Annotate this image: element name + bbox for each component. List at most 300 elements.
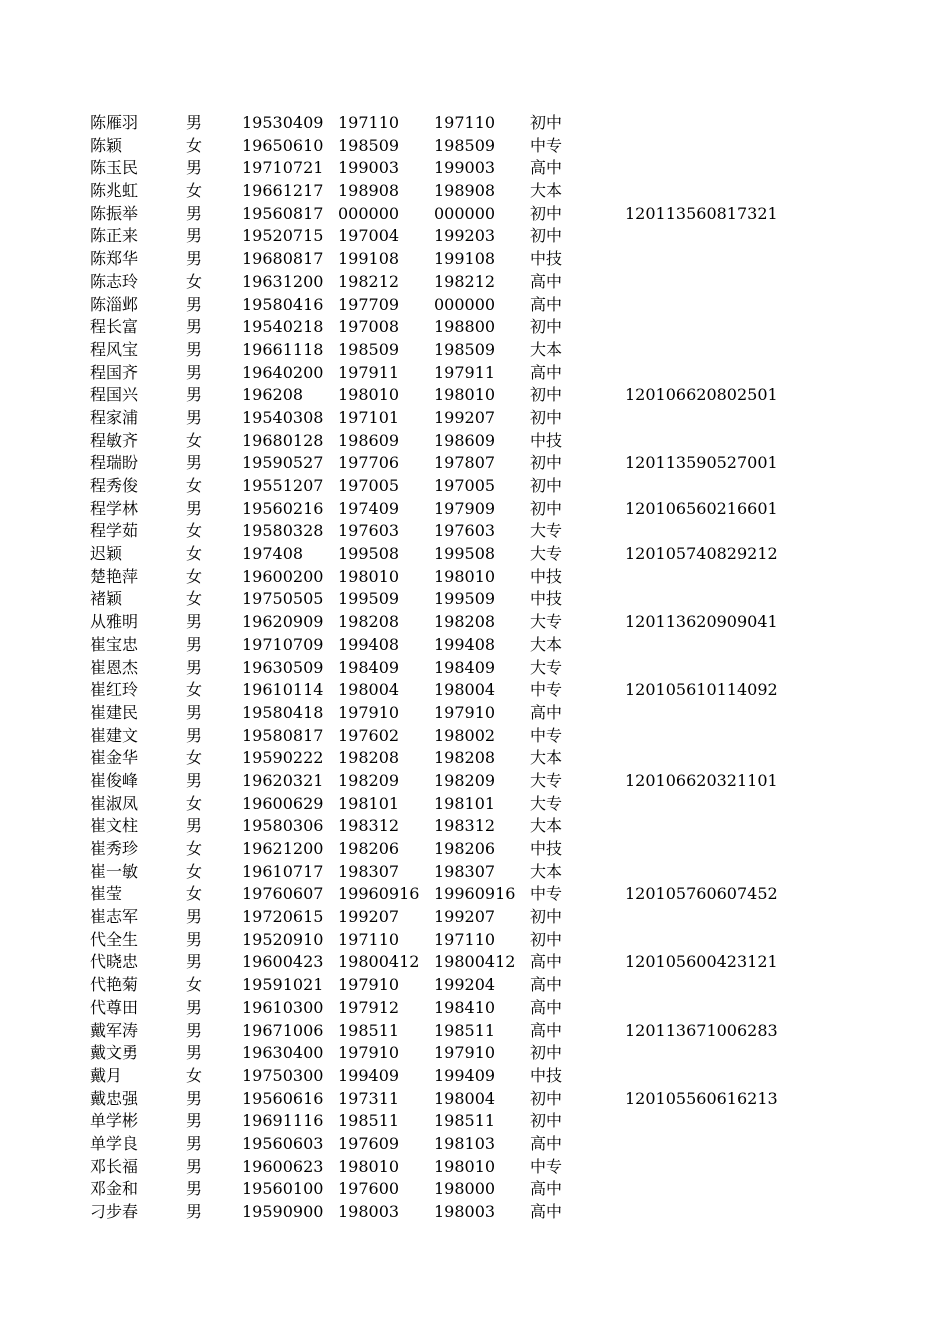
sex-cell: 男 — [186, 634, 203, 654]
join-date-cell: 198509 — [434, 135, 496, 155]
name-cell: 陈淄邺 — [90, 294, 139, 314]
work-start-cell: 198307 — [338, 861, 400, 881]
work-start-cell: 197709 — [338, 294, 400, 314]
name-cell: 陈郑华 — [90, 249, 139, 269]
work-start-cell: 197912 — [338, 997, 400, 1017]
education-cell: 中专 — [530, 884, 563, 904]
birth-date-cell: 19630509 — [242, 657, 324, 677]
birth-date-cell: 19590222 — [242, 748, 324, 768]
name-cell: 程风宝 — [90, 339, 139, 359]
sex-cell: 女 — [186, 521, 203, 541]
join-date-cell: 198509 — [434, 339, 496, 359]
work-start-cell: 198010 — [338, 1156, 400, 1176]
education-cell: 中技 — [530, 249, 563, 269]
join-date-cell: 197910 — [434, 702, 496, 722]
sex-cell: 女 — [186, 430, 203, 450]
education-cell: 大专 — [530, 612, 563, 632]
sex-cell: 女 — [186, 589, 203, 609]
work-start-cell: 198003 — [338, 1202, 400, 1221]
join-date-cell: 199203 — [434, 226, 496, 246]
sex-cell: 男 — [186, 294, 203, 314]
work-start-cell: 198409 — [338, 657, 400, 677]
name-cell: 陈正来 — [90, 226, 139, 246]
birth-date-cell: 19590527 — [242, 453, 324, 473]
name-cell: 褚颖 — [90, 589, 123, 609]
join-date-cell: 198511 — [434, 1111, 496, 1131]
sex-cell: 女 — [186, 975, 203, 995]
sex-cell: 女 — [186, 748, 203, 768]
join-date-cell: 197910 — [434, 1043, 496, 1063]
birth-date-cell: 19610300 — [242, 997, 324, 1017]
sex-cell: 男 — [186, 362, 203, 382]
birth-date-cell: 196208 — [242, 385, 304, 405]
name-cell: 陈玉民 — [90, 158, 139, 178]
sex-cell: 女 — [186, 181, 203, 201]
birth-date-cell: 19591021 — [242, 975, 324, 995]
join-date-cell: 198312 — [434, 816, 496, 836]
education-cell: 初中 — [530, 907, 563, 927]
join-date-cell: 198003 — [434, 1202, 496, 1221]
join-date-cell: 198410 — [434, 997, 496, 1017]
join-date-cell: 198206 — [434, 839, 496, 858]
name-cell: 崔俊峰 — [90, 770, 139, 790]
join-date-cell: 198208 — [434, 748, 496, 768]
birth-date-cell: 19620909 — [242, 612, 324, 632]
sex-cell: 男 — [186, 997, 203, 1017]
id-number-cell: 120113620909041 — [625, 612, 778, 632]
name-cell: 崔莹 — [90, 884, 123, 904]
work-start-cell: 197910 — [338, 1043, 400, 1063]
join-date-cell: 19960916 — [434, 884, 516, 904]
sex-cell: 男 — [186, 385, 203, 405]
name-cell: 陈志玲 — [90, 271, 139, 291]
education-cell: 初中 — [530, 1043, 563, 1063]
sex-cell: 男 — [186, 1156, 203, 1176]
birth-date-cell: 19750300 — [242, 1065, 324, 1085]
sex-cell: 男 — [186, 453, 203, 473]
education-cell: 初中 — [530, 1088, 563, 1108]
sex-cell: 男 — [186, 1179, 203, 1199]
join-date-cell: 199108 — [434, 249, 496, 269]
sex-cell: 男 — [186, 907, 203, 927]
work-start-cell: 198208 — [338, 612, 400, 632]
sex-cell: 男 — [186, 498, 203, 518]
education-cell: 中专 — [530, 680, 563, 700]
name-cell: 崔志军 — [90, 907, 139, 927]
name-cell: 程国齐 — [90, 362, 139, 382]
sex-cell: 女 — [186, 135, 203, 155]
work-start-cell: 198101 — [338, 793, 400, 813]
work-start-cell: 197600 — [338, 1179, 400, 1199]
education-cell: 高中 — [530, 997, 563, 1017]
name-cell: 邓长福 — [90, 1156, 139, 1176]
sex-cell: 女 — [186, 566, 203, 586]
education-cell: 高中 — [530, 362, 563, 382]
work-start-cell: 197603 — [338, 521, 400, 541]
education-cell: 初中 — [530, 929, 563, 949]
join-date-cell: 197110 — [434, 113, 496, 132]
name-cell: 程长富 — [90, 317, 139, 337]
education-cell: 大专 — [530, 657, 563, 677]
sex-cell: 男 — [186, 725, 203, 745]
name-cell: 刁步春 — [90, 1202, 139, 1221]
work-start-cell: 19960916 — [338, 884, 420, 904]
education-cell: 高中 — [530, 1179, 563, 1199]
birth-date-cell: 19621200 — [242, 839, 324, 858]
birth-date-cell: 19560616 — [242, 1088, 324, 1108]
name-cell: 崔一敏 — [90, 861, 139, 881]
id-number-cell: 120106620321101 — [625, 770, 778, 790]
name-cell: 戴军涛 — [90, 1020, 139, 1040]
join-date-cell: 199204 — [434, 975, 496, 995]
birth-date-cell: 19580328 — [242, 521, 324, 541]
education-cell: 高中 — [530, 271, 563, 291]
birth-date-cell: 19720615 — [242, 907, 324, 927]
name-cell: 崔建文 — [90, 725, 139, 745]
join-date-cell: 000000 — [434, 203, 496, 223]
join-date-cell: 199207 — [434, 407, 496, 427]
join-date-cell: 198002 — [434, 725, 496, 745]
work-start-cell: 199409 — [338, 1065, 400, 1085]
join-date-cell: 198307 — [434, 861, 496, 881]
name-cell: 程秀俊 — [90, 476, 139, 495]
join-date-cell: 19800412 — [434, 952, 516, 972]
join-date-cell: 197603 — [434, 521, 496, 541]
birth-date-cell: 19600200 — [242, 566, 324, 586]
sex-cell: 男 — [186, 770, 203, 790]
sex-cell: 男 — [186, 158, 203, 178]
work-start-cell: 199508 — [338, 544, 400, 564]
sex-cell: 女 — [186, 680, 203, 700]
education-cell: 初中 — [530, 226, 563, 246]
name-cell: 陈颖 — [90, 135, 123, 155]
name-cell: 单学彬 — [90, 1111, 139, 1131]
join-date-cell: 198000 — [434, 1179, 496, 1199]
sex-cell: 男 — [186, 657, 203, 677]
sex-cell: 男 — [186, 1202, 203, 1221]
name-cell: 戴文勇 — [90, 1043, 139, 1063]
sex-cell: 男 — [186, 113, 203, 132]
join-date-cell: 198103 — [434, 1133, 496, 1153]
join-date-cell: 198010 — [434, 1156, 496, 1176]
name-cell: 迟颖 — [90, 544, 123, 564]
education-cell: 高中 — [530, 1202, 563, 1221]
sex-cell: 男 — [186, 702, 203, 722]
birth-date-cell: 19600423 — [242, 952, 324, 972]
name-cell: 程学茹 — [90, 521, 139, 541]
work-start-cell: 198511 — [338, 1020, 400, 1040]
name-cell: 陈雁羽 — [90, 113, 139, 132]
sex-cell: 女 — [186, 884, 203, 904]
sex-cell: 男 — [186, 952, 203, 972]
name-cell: 崔文柱 — [90, 816, 139, 836]
work-start-cell: 198212 — [338, 271, 400, 291]
sex-cell: 男 — [186, 1043, 203, 1063]
sex-cell: 女 — [186, 476, 203, 495]
join-date-cell: 198212 — [434, 271, 496, 291]
name-cell: 崔建民 — [90, 702, 139, 722]
education-cell: 大专 — [530, 544, 563, 564]
birth-date-cell: 19580817 — [242, 725, 324, 745]
join-date-cell: 197110 — [434, 929, 496, 949]
birth-date-cell: 19610717 — [242, 861, 324, 881]
join-date-cell: 198010 — [434, 385, 496, 405]
join-date-cell: 199409 — [434, 1065, 496, 1085]
birth-date-cell: 19691116 — [242, 1111, 324, 1131]
name-cell: 崔淑凤 — [90, 793, 139, 813]
id-number-cell: 120105600423121 — [625, 952, 778, 972]
sex-cell: 男 — [186, 1088, 203, 1108]
work-start-cell: 197911 — [338, 362, 400, 382]
education-cell: 中技 — [530, 566, 563, 586]
join-date-cell: 198511 — [434, 1020, 496, 1040]
education-cell: 初中 — [530, 498, 563, 518]
sex-cell: 女 — [186, 861, 203, 881]
birth-date-cell: 19560603 — [242, 1133, 324, 1153]
birth-date-cell: 19620321 — [242, 770, 324, 790]
work-start-cell: 197008 — [338, 317, 400, 337]
work-start-cell: 197609 — [338, 1133, 400, 1153]
sex-cell: 男 — [186, 249, 203, 269]
work-start-cell: 197110 — [338, 113, 400, 132]
join-date-cell: 199509 — [434, 589, 496, 609]
birth-date-cell: 19710721 — [242, 158, 324, 178]
work-start-cell: 197311 — [338, 1088, 400, 1108]
birth-date-cell: 19580416 — [242, 294, 324, 314]
id-number-cell: 120113560817321 — [625, 203, 778, 223]
work-start-cell: 198209 — [338, 770, 400, 790]
sex-cell: 男 — [186, 1020, 203, 1040]
work-start-cell: 199509 — [338, 589, 400, 609]
education-cell: 大专 — [530, 521, 563, 541]
birth-date-cell: 19540218 — [242, 317, 324, 337]
join-date-cell: 199207 — [434, 907, 496, 927]
name-cell: 代尊田 — [90, 997, 139, 1017]
work-start-cell: 198511 — [338, 1111, 400, 1131]
work-start-cell: 000000 — [338, 203, 400, 223]
id-number-cell: 120113671006283 — [625, 1020, 778, 1040]
name-cell: 戴忠强 — [90, 1088, 139, 1108]
sex-cell: 男 — [186, 317, 203, 337]
birth-date-cell: 19650610 — [242, 135, 324, 155]
id-number-cell: 120105760607452 — [625, 884, 778, 904]
education-cell: 大本 — [530, 816, 563, 836]
work-start-cell: 197005 — [338, 476, 400, 495]
name-cell: 程国兴 — [90, 385, 139, 405]
birth-date-cell: 19551207 — [242, 476, 324, 495]
name-cell: 崔红玲 — [90, 680, 139, 700]
birth-date-cell: 19640200 — [242, 362, 324, 382]
name-cell: 崔宝忠 — [90, 634, 139, 654]
sex-cell: 女 — [186, 544, 203, 564]
sex-cell: 女 — [186, 271, 203, 291]
education-cell: 初中 — [530, 113, 563, 132]
name-cell: 邓金和 — [90, 1179, 139, 1199]
birth-date-cell: 19600623 — [242, 1156, 324, 1176]
work-start-cell: 197409 — [338, 498, 400, 518]
join-date-cell: 198908 — [434, 181, 496, 201]
join-date-cell: 197807 — [434, 453, 496, 473]
sex-cell: 女 — [186, 1065, 203, 1085]
sex-cell: 男 — [186, 226, 203, 246]
education-cell: 大本 — [530, 339, 563, 359]
birth-date-cell: 19760607 — [242, 884, 324, 904]
education-cell: 初中 — [530, 407, 563, 427]
name-cell: 楚艳萍 — [90, 566, 139, 586]
work-start-cell: 198509 — [338, 339, 400, 359]
id-number-cell: 120106620802501 — [625, 385, 778, 405]
birth-date-cell: 19661217 — [242, 181, 324, 201]
join-date-cell: 198004 — [434, 680, 496, 700]
education-cell: 高中 — [530, 952, 563, 972]
join-date-cell: 198609 — [434, 430, 496, 450]
join-date-cell: 198208 — [434, 612, 496, 632]
education-cell: 大本 — [530, 861, 563, 881]
education-cell: 中专 — [530, 135, 563, 155]
birth-date-cell: 19630400 — [242, 1043, 324, 1063]
join-date-cell: 197005 — [434, 476, 496, 495]
education-cell: 大专 — [530, 770, 563, 790]
join-date-cell: 199508 — [434, 544, 496, 564]
name-cell: 从雅明 — [90, 612, 139, 632]
birth-date-cell: 19530409 — [242, 113, 324, 132]
join-date-cell: 197911 — [434, 362, 496, 382]
education-cell: 高中 — [530, 158, 563, 178]
id-number-cell: 120113590527001 — [625, 453, 778, 473]
education-cell: 大本 — [530, 181, 563, 201]
name-cell: 程敏齐 — [90, 430, 139, 450]
education-cell: 高中 — [530, 1020, 563, 1040]
join-date-cell: 198004 — [434, 1088, 496, 1108]
id-number-cell: 120106560216601 — [625, 498, 778, 518]
work-start-cell: 198312 — [338, 816, 400, 836]
join-date-cell: 198101 — [434, 793, 496, 813]
name-cell: 程学林 — [90, 498, 139, 518]
work-start-cell: 199108 — [338, 249, 400, 269]
work-start-cell: 19800412 — [338, 952, 420, 972]
work-start-cell: 198206 — [338, 839, 400, 858]
work-start-cell: 198908 — [338, 181, 400, 201]
name-cell: 代全生 — [90, 929, 139, 949]
education-cell: 高中 — [530, 1133, 563, 1153]
education-cell: 高中 — [530, 975, 563, 995]
education-cell: 初中 — [530, 453, 563, 473]
work-start-cell: 199408 — [338, 634, 400, 654]
join-date-cell: 199408 — [434, 634, 496, 654]
education-cell: 中技 — [530, 430, 563, 450]
work-start-cell: 198208 — [338, 748, 400, 768]
education-cell: 大本 — [530, 634, 563, 654]
birth-date-cell: 19520910 — [242, 929, 324, 949]
sex-cell: 女 — [186, 793, 203, 813]
birth-date-cell: 19560100 — [242, 1179, 324, 1199]
birth-date-cell: 19671006 — [242, 1020, 324, 1040]
education-cell: 初中 — [530, 385, 563, 405]
sex-cell: 男 — [186, 407, 203, 427]
work-start-cell: 197101 — [338, 407, 400, 427]
birth-date-cell: 19580418 — [242, 702, 324, 722]
sex-cell: 男 — [186, 1133, 203, 1153]
join-date-cell: 199003 — [434, 158, 496, 178]
work-start-cell: 197706 — [338, 453, 400, 473]
education-cell: 中技 — [530, 589, 563, 609]
work-start-cell: 197910 — [338, 975, 400, 995]
education-cell: 中技 — [530, 1065, 563, 1085]
education-cell: 大本 — [530, 748, 563, 768]
birth-date-cell: 19560216 — [242, 498, 324, 518]
work-start-cell: 199207 — [338, 907, 400, 927]
sex-cell: 男 — [186, 929, 203, 949]
join-date-cell: 197909 — [434, 498, 496, 518]
name-cell: 崔金华 — [90, 748, 139, 768]
work-start-cell: 197110 — [338, 929, 400, 949]
name-cell: 单学良 — [90, 1133, 139, 1153]
birth-date-cell: 19680128 — [242, 430, 324, 450]
work-start-cell: 198010 — [338, 566, 400, 586]
birth-date-cell: 197408 — [242, 544, 304, 564]
education-cell: 初中 — [530, 1111, 563, 1131]
education-cell: 高中 — [530, 702, 563, 722]
birth-date-cell: 19750505 — [242, 589, 324, 609]
birth-date-cell: 19680817 — [242, 249, 324, 269]
birth-date-cell: 19520715 — [242, 226, 324, 246]
name-cell: 代晓忠 — [90, 952, 139, 972]
birth-date-cell: 19560817 — [242, 203, 324, 223]
name-cell: 陈兆虹 — [90, 181, 139, 201]
sex-cell: 男 — [186, 816, 203, 836]
join-date-cell: 198010 — [434, 566, 496, 586]
sex-cell: 男 — [186, 203, 203, 223]
education-cell: 初中 — [530, 476, 563, 495]
education-cell: 中技 — [530, 839, 563, 858]
birth-date-cell: 19590900 — [242, 1202, 324, 1221]
join-date-cell: 198409 — [434, 657, 496, 677]
education-cell: 中专 — [530, 725, 563, 745]
sex-cell: 男 — [186, 339, 203, 359]
birth-date-cell: 19710709 — [242, 634, 324, 654]
work-start-cell: 198004 — [338, 680, 400, 700]
join-date-cell: 198209 — [434, 770, 496, 790]
work-start-cell: 198509 — [338, 135, 400, 155]
birth-date-cell: 19540308 — [242, 407, 324, 427]
birth-date-cell: 19580306 — [242, 816, 324, 836]
education-cell: 初中 — [530, 203, 563, 223]
birth-date-cell: 19631200 — [242, 271, 324, 291]
education-cell: 中专 — [530, 1156, 563, 1176]
name-cell: 程瑞盼 — [90, 453, 139, 473]
id-number-cell: 120105610114092 — [625, 680, 778, 700]
name-cell: 陈振举 — [90, 203, 139, 223]
sex-cell: 男 — [186, 612, 203, 632]
join-date-cell: 198800 — [434, 317, 496, 337]
id-number-cell: 120105740829212 — [625, 544, 778, 564]
education-cell: 大专 — [530, 793, 563, 813]
work-start-cell: 197910 — [338, 702, 400, 722]
join-date-cell: 000000 — [434, 294, 496, 314]
id-number-cell: 120105560616213 — [625, 1088, 778, 1108]
name-cell: 崔恩杰 — [90, 657, 139, 677]
work-start-cell: 198609 — [338, 430, 400, 450]
work-start-cell: 197602 — [338, 725, 400, 745]
work-start-cell: 198010 — [338, 385, 400, 405]
sex-cell: 女 — [186, 839, 203, 858]
name-cell: 崔秀珍 — [90, 839, 139, 858]
name-cell: 代艳菊 — [90, 975, 139, 995]
work-start-cell: 199003 — [338, 158, 400, 178]
education-cell: 初中 — [530, 317, 563, 337]
education-cell: 高中 — [530, 294, 563, 314]
sex-cell: 男 — [186, 1111, 203, 1131]
